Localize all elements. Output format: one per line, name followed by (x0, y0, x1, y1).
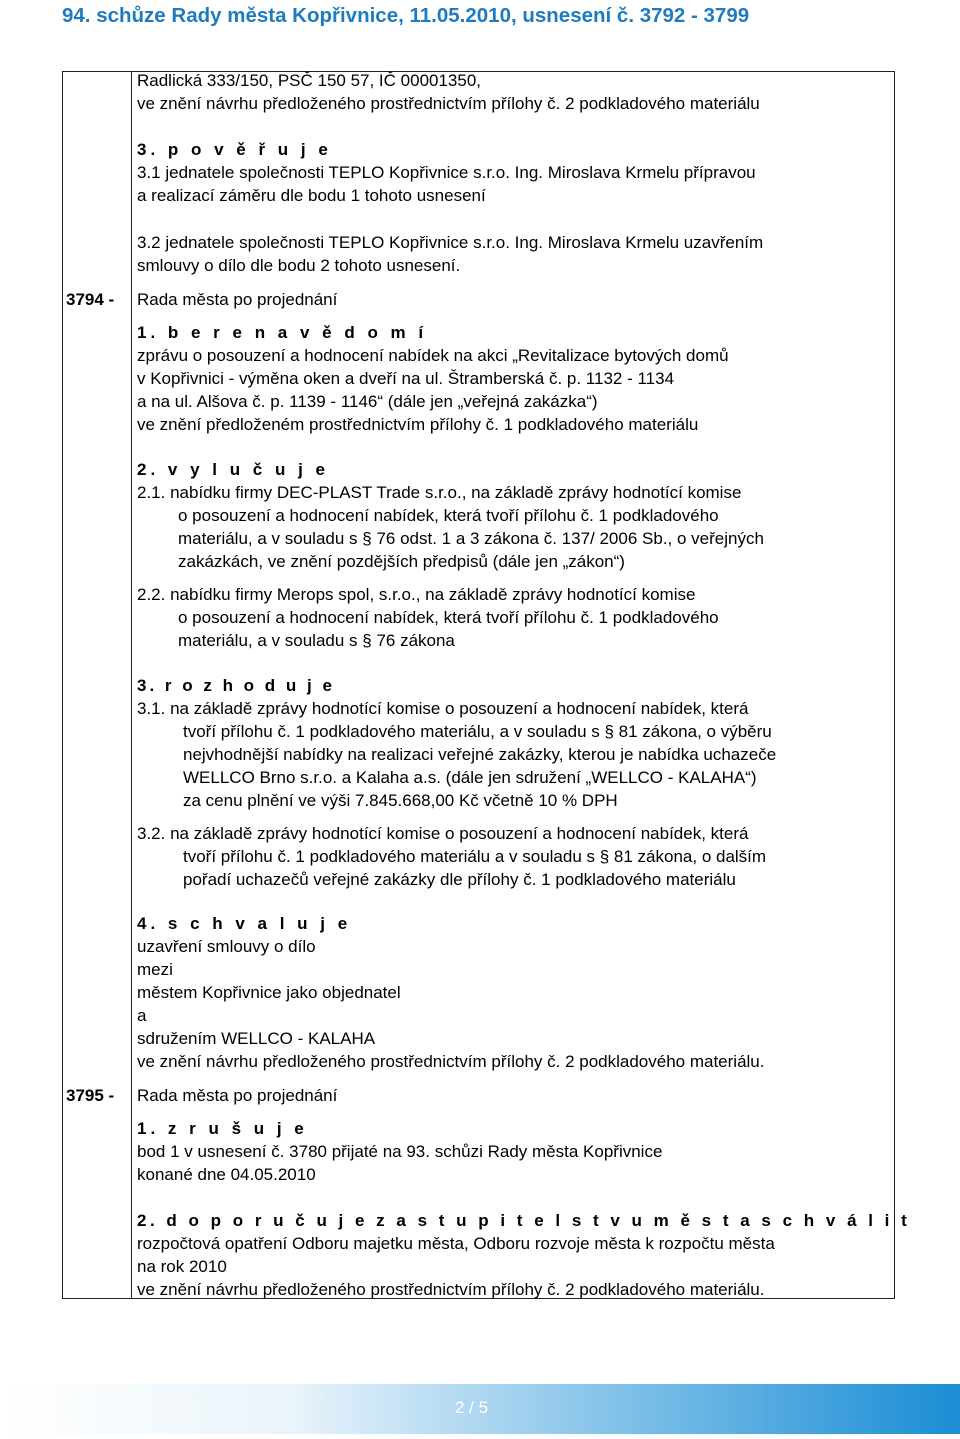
paragraph-line: zakázkách, ve znění pozdějších předpisů (dále jen „zákon“) (178, 552, 625, 571)
paragraph-line: ve znění návrhu předloženého prostřednictvím přílohy č. 2 podkladového materiálu. (137, 1280, 765, 1299)
intro-line: ve znění návrhu předloženého prostřednictvím přílohy č. 2 podkladového materiálu (137, 94, 760, 113)
paragraph-line: sdružením WELLCO - KALAHA (137, 1029, 376, 1048)
resolution-intro: Rada města po projednání (137, 1086, 338, 1105)
page-number: 2 / 5 (455, 1398, 489, 1417)
paragraph-line: mezi (137, 960, 173, 979)
paragraph-line: ve znění předloženém prostřednictvím přílohy č. 1 podkladového materiálu (137, 415, 699, 434)
paragraph-line: materiálu, a v souladu s § 76 zákona (178, 631, 455, 650)
paragraph-line: za cenu plnění ve výši 7.845.668,00 Kč včetně 10 % DPH (183, 791, 618, 810)
paragraph-line: a realizací záměru dle bodu 1 tohoto usnesení (137, 186, 486, 205)
paragraph-line: na rok 2010 (137, 1257, 227, 1276)
paragraph-line: tvoří přílohu č. 1 podkladového materiálu, a v souladu s § 81 zákona, o výběru (183, 722, 772, 741)
heading-schvaluje: 4. s c h v a l u j e (137, 914, 352, 933)
paragraph-line: nejvhodnější nabídky na realizaci veřejné zakázky, kterou je nabídka uchazeče (183, 745, 777, 764)
paragraph-line: ve znění návrhu předloženého prostřednictvím přílohy č. 2 podkladového materiálu. (137, 1052, 765, 1071)
heading-rozhoduje: 3. r o z h o d u j e (137, 676, 335, 695)
paragraph-line: 2.2. nabídku firmy Merops spol, s.r.o., na základě zprávy hodnotící komise (137, 585, 696, 604)
heading-doporucuje: 2. d o p o r u č u j e z a s t u p i t e l s t v u m ě s t a s c h v á l i t (137, 1211, 911, 1230)
paragraph-line: o posouzení a hodnocení nabídek, která tvoří přílohu č. 1 podkladového (178, 608, 719, 627)
paragraph-line: 3.1 jednatele společnosti TEPLO Kopřivnice s.r.o. Ing. Miroslava Krmelu přípravou (137, 163, 756, 182)
heading-zrusuje: 1. z r u š u j e (137, 1119, 308, 1138)
resolution-number: 3794 - (66, 290, 115, 309)
paragraph-line: uzavření smlouvy o dílo (137, 937, 316, 956)
paragraph-line: rozpočtová opatření Odboru majetku města, Odboru rozvoje města k rozpočtu města (137, 1234, 775, 1253)
paragraph-line: konané dne 04.05.2010 (137, 1165, 316, 1184)
paragraph-line: materiálu, a v souladu s § 76 odst. 1 a 3 zákona č. 137/ 2006 Sb., o veřejných (178, 529, 764, 548)
heading-bere-na-vedomi: 1. b e r e n a v ě d o m í (137, 323, 428, 342)
paragraph-line: v Kopřivnici - výměna oken a dveří na ul. Štramberská č. p. 1132 - 1134 (137, 369, 675, 388)
paragraph-line: 3.2. na základě zprávy hodnotící komise o posouzení a hodnocení nabídek, která (137, 824, 749, 843)
paragraph-line: 2.1. nabídku firmy DEC-PLAST Trade s.r.o., na základě zprávy hodnotící komise (137, 483, 742, 502)
paragraph-line: WELLCO Brno s.r.o. a Kalaha a.s. (dále jen sdružení „WELLCO - KALAHA“) (183, 768, 757, 787)
intro-line: Radlická 333/150, PSČ 150 57, IČ 00001350, (137, 71, 482, 90)
paragraph-line: a (137, 1006, 147, 1025)
paragraph-line: městem Kopřivnice jako objednatel (137, 983, 401, 1002)
paragraph-line: 3.1. na základě zprávy hodnotící komise o posouzení a hodnocení nabídek, která (137, 699, 749, 718)
paragraph-line: bod 1 v usnesení č. 3780 přijaté na 93. schůzi Rady města Kopřivnice (137, 1142, 663, 1161)
paragraph-line: smlouvy o dílo dle bodu 2 tohoto usnesení. (137, 256, 461, 275)
paragraph-line: tvoří přílohu č. 1 podkladového materiálu a v souladu s § 81 zákona, o dalším (183, 847, 767, 866)
paragraph-line: a na ul. Alšova č. p. 1139 - 1146“ (dále jen „veřejná zakázka“) (137, 392, 598, 411)
resolution-number: 3795 - (66, 1086, 115, 1105)
page-title: 94. schůze Rady města Kopřivnice, 11.05.2010, usnesení č. 3792 - 3799 (62, 4, 750, 27)
heading-vylucuje: 2. v y l u č u j e (137, 460, 329, 479)
paragraph-line: pořadí uchazečů veřejné zakázky dle přílohy č. 1 podkladového materiálu (183, 870, 736, 889)
column-divider (131, 72, 132, 1298)
heading-poveruje: 3. p o v ě ř u j e (137, 140, 332, 159)
paragraph-line: o posouzení a hodnocení nabídek, která tvoří přílohu č. 1 podkladového (178, 506, 719, 525)
paragraph-line: 3.2 jednatele společnosti TEPLO Kopřivnice s.r.o. Ing. Miroslava Krmelu uzavřením (137, 233, 764, 252)
resolution-intro: Rada města po projednání (137, 290, 338, 309)
paragraph-line: zprávu o posouzení a hodnocení nabídek na akci „Revitalizace bytových domů (137, 346, 729, 365)
